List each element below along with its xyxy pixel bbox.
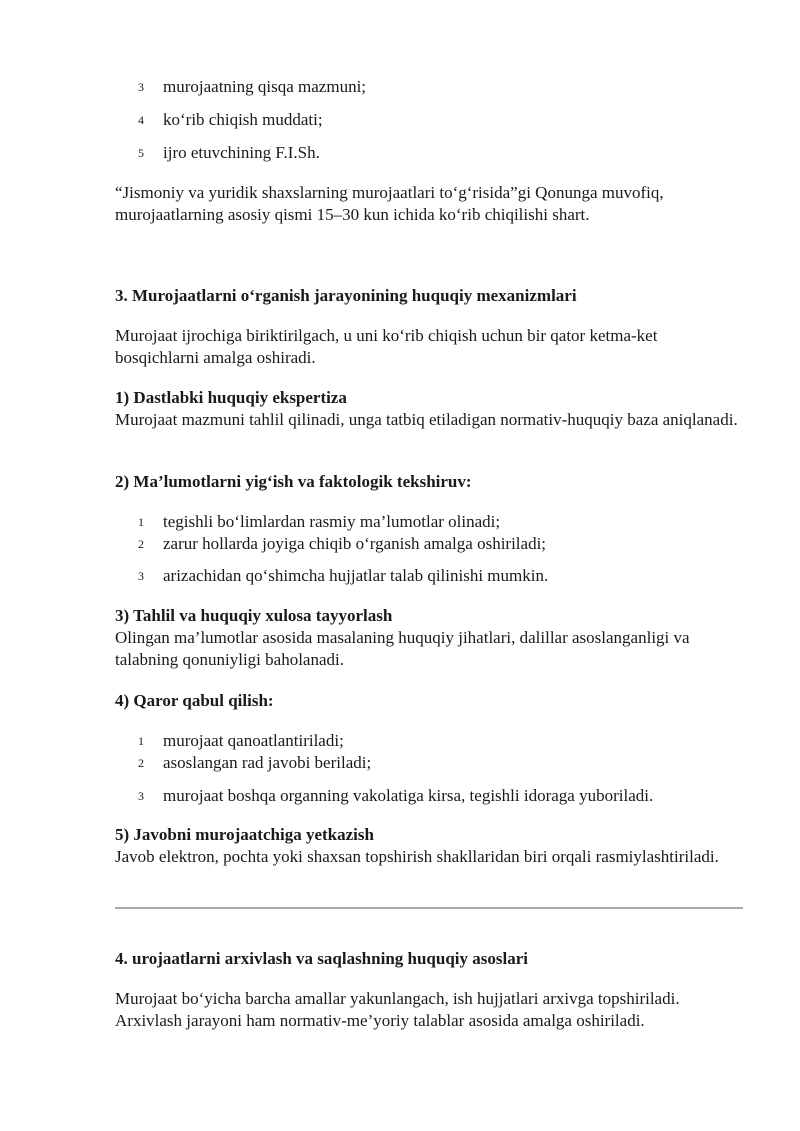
step-5-title: 5) Javobni murojaatchiga yetkazish — [115, 825, 374, 844]
list-text: murojaat boshqa organning vakolatiga kirsa, tegishli idoraga yuboriladi. — [163, 786, 654, 805]
list-item — [0, 511, 720, 533]
list-item — [0, 752, 720, 774]
step-1-title: 1) Dastlabki huquqiy ekspertiza — [115, 388, 347, 407]
list-item — [0, 142, 720, 164]
list-text: ko‘rib chiqish muddati; — [163, 110, 323, 129]
list-number: 3 — [138, 569, 144, 583]
list-number: 1 — [138, 515, 144, 529]
list-number: 5 — [138, 146, 144, 160]
list-text: zarur hollarda joyiga chiqib o‘rganish amalga oshiriladi; — [163, 534, 547, 553]
list-item — [0, 533, 720, 555]
law-paragraph: “Jismoniy va yuridik shaxslarning murojaatlari to‘g‘risida”gi Qonunga muvofiq, murojaatlarning asosiy qismi 15–30 kun ichida ko‘rib chiqilishi shart. — [115, 183, 664, 224]
section-3-heading: 3. Murojaatlarni o‘rganish jarayonining huquqiy mexanizmlari — [115, 286, 577, 305]
list-item — [0, 109, 720, 131]
section-4-text: Murojaat bo‘yicha barcha amallar yakunlangach, ish hujjatlari arxivga topshiriladi. Arxivlash jarayoni ham normativ-me’yoriy talablar asosida amalga oshiriladi. — [115, 989, 680, 1030]
list-text: ijro etuvchining F.I.Sh. — [163, 143, 320, 162]
horizontal-divider — [115, 907, 743, 909]
step-3-text: Olingan ma’lumotlar asosida masalaning huquqiy jihatlari, dalillar asoslanganligi va talabning qonuniyligi baholanadi. — [115, 628, 690, 669]
section-4-heading: 4. urojaatlarni arxivlash va saqlashning huquqiy asoslari — [115, 949, 528, 968]
list-number: 3 — [138, 80, 144, 94]
list-item — [0, 76, 720, 98]
list-text: murojaatning qisqa mazmuni; — [163, 77, 367, 96]
list-number: 1 — [138, 734, 144, 748]
list-text: murojaat qanoatlantiriladi; — [163, 731, 344, 750]
step-3-title: 3) Tahlil va huquqiy xulosa tayyorlash — [115, 606, 393, 625]
list-text: tegishli bo‘limlardan rasmiy ma’lumotlar olinadi; — [163, 512, 501, 531]
list-item — [0, 730, 720, 752]
step-4-title: 4) Qaror qabul qilish: — [115, 691, 274, 710]
step-5-text: Javob elektron, pochta yoki shaxsan topshirish shakllaridan biri orqali rasmiylashtiriladi. — [115, 847, 719, 866]
list-text: arizachidan qo‘shimcha hujjatlar talab qilinishi mumkin. — [163, 566, 549, 585]
list-number: 2 — [138, 537, 144, 551]
list-item — [0, 785, 720, 807]
list-number: 3 — [138, 789, 144, 803]
list-item — [0, 565, 720, 587]
section-3-intro: Murojaat ijrochiga biriktirilgach, u uni ko‘rib chiqish uchun bir qator ketma-ket bosqichlarni amalga oshiradi. — [115, 326, 658, 367]
step-2-title: 2) Ma’lumotlarni yig‘ish va faktologik tekshiruv: — [115, 472, 472, 491]
step-1-text: Murojaat mazmuni tahlil qilinadi, unga tatbiq etiladigan normativ-huquqiy baza aniqlanadi. — [115, 410, 738, 429]
list-text: asoslangan rad javobi beriladi; — [163, 753, 372, 772]
list-number: 2 — [138, 756, 144, 770]
list-number: 4 — [138, 113, 144, 127]
